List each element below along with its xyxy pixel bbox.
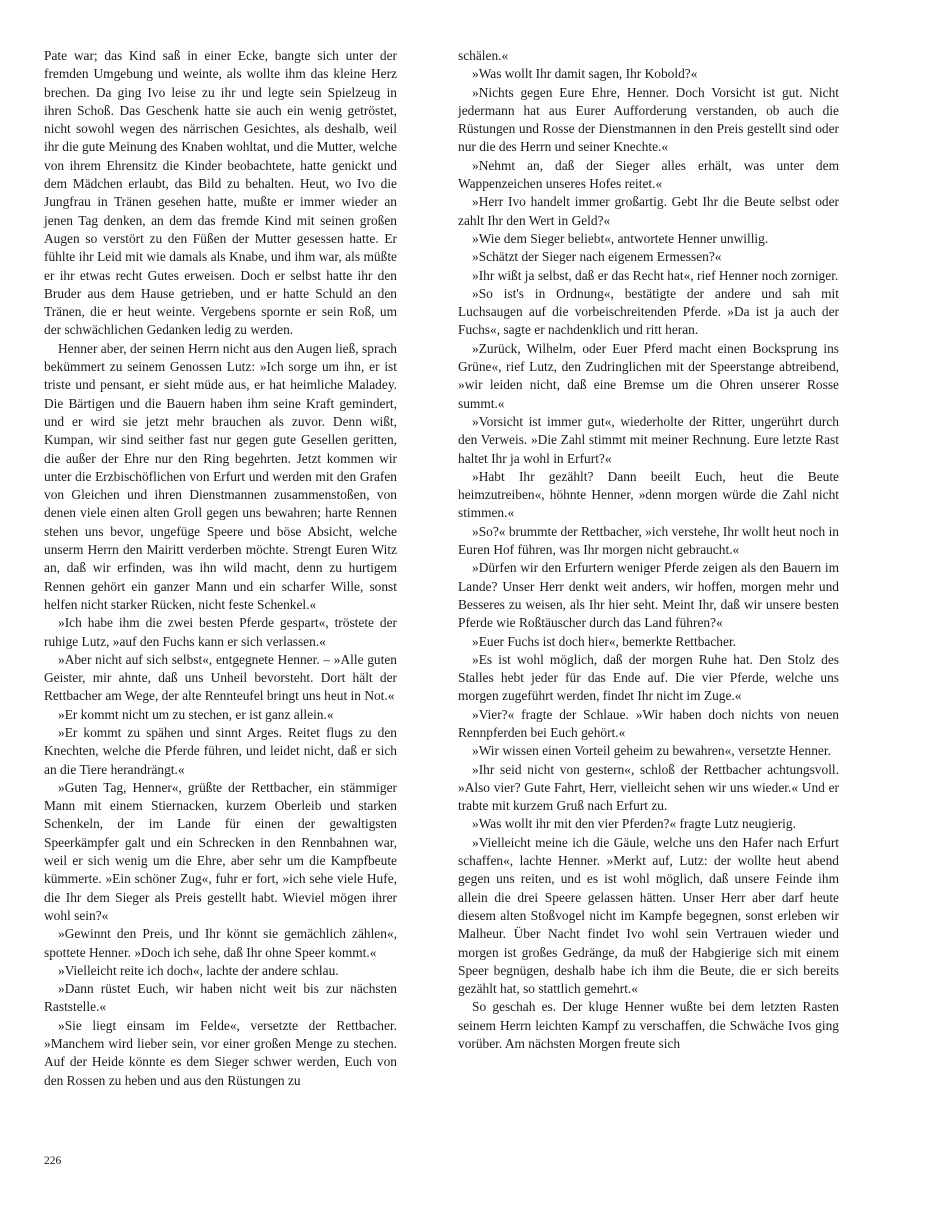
paragraph: »Nehmt an, daß der Sieger alles erhält, was unter dem Wappenzeichen unseres Hofes reitet.« <box>458 157 839 192</box>
paragraph: »Er kommt nicht um zu stechen, er ist ganz allein.« <box>58 706 334 722</box>
paragraph: »Ihr wißt ja selbst, daß er das Recht hat«, rief Henner noch zorniger. <box>472 267 839 283</box>
paragraph: schälen.« <box>458 48 509 63</box>
paragraph: »Schätzt der Sieger nach eigenem Ermessen?« <box>472 249 722 265</box>
paragraph: Henner aber, der seinen Herrn nicht aus den Augen ließ, sprach bekümmert zu seinem Genossen Lutz: »Ich sorge um ihn, er ist triste und pensant, er sieht müde aus, er hat heimliche Maladey. Die Bärtigen und die Bauern haben ihm seine Kraft gemindert, und er wird sie jetzt mehr brauchen als zuvor. Denn wißt, Kumpan, wir sind seither fast nur gegen gute Gesellen geritten, die außer der Ehre nur den Ring begehrten. Jetzt kommen wir unter die Erzbischöflichen von Erfurt und werden mit den Grafen von Gleichen und ihren Dienstmannen zusammenstoßen, von denen viele einen alten Groll gegen uns bewahren; harte Rennen stehen uns bevor, ungefüge Speere und böse Absicht, welche unserm Herrn den Mairitt verderben möchte. Strengt Euren Witz an, daß wir erfinden, was ihn wild macht, denn zu hurtigem Rennen gehört ein ganzer Mann und ein scharfer Wille, sonst helfen nicht starker Rücken, nicht feste Schenkel.« <box>44 340 397 612</box>
paragraph: »Dürfen wir den Erfurtern weniger Pferde zeigen als den Bauern im Lande? Unser Herr denkt weit anders, wir hoffen, morgen mehr und Besseres zu weisen, als Ihr hier seht. Meint Ihr, daß wir unsere besten Pferde wie Roßtäuscher durch das Land führen?« <box>458 560 839 631</box>
paragraph: »So?« brummte der Rettbacher, »ich verstehe, Ihr wollt heut noch in Euren Hof führen, was Ihr morgen nicht gebraucht.« <box>458 523 839 558</box>
paragraph: »Ihr seid nicht von gestern«, schloß der Rettbacher achtungsvoll. »Also vier? Gute Fahrt, Herr, vielleicht sehen wir uns wieder.« Und er trabte mit kurzem Gruß nach Erfurt zu. <box>458 761 839 814</box>
paragraph: »Ich habe ihm die zwei besten Pferde gespart«, tröstete der ruhige Lutz, »auf den Fuchs kann er sich verlassen.« <box>44 615 397 649</box>
paragraph: »So ist's in Ordnung«, bestätigte der andere und sah mit Luchsaugen auf die vorbeischreitenden Pferde. »Da ist ja auch der Fuchs«, sagte er nachdenklich und ritt heran. <box>458 285 839 338</box>
paragraph: »Vielleicht meine ich die Gäule, welche uns den Hafer nach Erfurt schaffen«, lachte Henner. »Merkt auf, Lutz: der wollte heut abend gegen uns reiten, und es ist wohl möglich, daß unsere Feinde ihm allein die drei Speere gelassen hätten. Unser Herr aber darf heute diesem alten Stoßvogel nicht im Kampfe begegnen, sonst erleben wir Malheur. Über Nacht findet Ivo wohl sein Vertrauen wieder und morgen ist großes Gedränge, da muß der Habgierige sich mit einem Speer begnügen, deshalb habe ich ihm die Beute, die er sich bereits gezählt hat, so stattlich gemehrt.« <box>458 834 839 997</box>
right-text-column <box>458 47 839 1053</box>
paragraph: »Vier?« fragte der Schlaue. »Wir haben doch nichts von neuen Rennpferden bei Euch gehört.« <box>458 706 839 740</box>
paragraph: »Euer Fuchs ist doch hier«, bemerkte Rettbacher. <box>472 633 737 649</box>
paragraph: »Nichts gegen Eure Ehre, Henner. Doch Vorsicht ist gut. Nicht jedermann hat aus Eurer Aufforderung verstanden, ob auch die Rüstungen und Rosse der Dienstmannen in den Preis gestellt sind oder nur die des Herrn und seiner Knechte.« <box>458 84 839 155</box>
paragraph: »Vorsicht ist immer gut«, wiederholte der Ritter, ungerührt durch den Verweis. »Die Zahl stimmt mit meiner Rechnung. Eure letzte Rast haltet Ihr ja wohl in Erfurt?« <box>458 413 839 466</box>
paragraph: »Zurück, Wilhelm, oder Euer Pferd macht einen Bocksprung ins Grüne«, rief Lutz, den Zudringlichen mit der Speerstange abtreibend, »wir leiden nicht, daß eine Bremse um die Ohren unserer Rosse summt.« <box>458 340 839 411</box>
paragraph: »Was wollt ihr mit den vier Pferden?« fragte Lutz neugierig. <box>472 816 796 832</box>
paragraph: »Habt Ihr gezählt? Dann beeilt Euch, heut die Beute heimzutreiben«, höhnte Henner, »denn morgen würde die Zahl nicht stimmen.« <box>458 468 839 521</box>
paragraph: »Dann rüstet Euch, wir haben nicht weit bis zur nächsten Raststelle.« <box>44 981 397 1015</box>
page-number: 226 <box>44 1155 62 1167</box>
paragraph: »Herr Ivo handelt immer großartig. Gebt Ihr die Beute selbst oder zahlt Ihr den Wert in Geld?« <box>458 194 839 228</box>
left-text-column <box>44 47 397 1090</box>
paragraph: »Es ist wohl möglich, daß der morgen Ruhe hat. Den Stolz des Stalles hebt jeder für das Ende auf. Die vier Pferde, welche uns morgen zugeführt werden, findet Ihr nicht im Zuge.« <box>458 651 839 704</box>
paragraph: Pate war; das Kind saß in einer Ecke, bangte sich unter der fremden Umgebung und weinte, als wollte ihm das kleine Herz brechen. Da ging Ivo leise zu ihr und legte sein Spielzeug in ihren Schoß. Das Geschenk hatte sie auch ein wenig getröstet, nicht sowohl wegen des närrischen Gesichtes, als deshalb, weil ihr die gute Meinung des Knaben wohltat, und die Mutter, welche von ihrem Ehrensitz die Kinder beobachtete, hatte genickt und dem Mädchen erlaubt, das Bild zu behalten. Heut, wo Ivo die Jungfrau in Tränen gesehen hatte, mußte er immer wieder an jenen Tag denken, an dem das fremde Kind mit seinen großen Augen so verstört zu den Füßen der Mutter gesessen hatte. Er fühlte ihr Leid mit wie damals als Knabe, und ihm war, als müßte er ihr etwas recht Gutes erweisen. Doch er selbst hatte ihr den Bruder aus dem Hause getrieben, und er hatte Schuld an den Tränen, die er heut weinte. Vergebens spornte er sein Roß, um der schwächlichen Gedanken ledig zu werden. <box>44 48 397 338</box>
paragraph: »Er kommt zu spähen und sinnt Arges. Reitet flugs zu den Knechten, welche die Pferde führen, und leidet nicht, daß er sich an die Tiere herandrängt.« <box>44 724 397 777</box>
paragraph: So geschah es. Der kluge Henner wußte bei dem letzten Rasten seinem Herrn leichten Kampf zu verschaffen, die Schwäche Ivos ging vorüber. Am nächsten Morgen freute sich <box>458 999 839 1052</box>
paragraph: »Gewinnt den Preis, und Ihr könnt sie gemächlich zählen«, spottete Henner. »Doch ich sehe, daß Ihr ohne Speer kommt.« <box>44 926 397 960</box>
paragraph: »Was wollt Ihr damit sagen, Ihr Kobold?« <box>472 66 698 82</box>
paragraph: »Wir wissen einen Vorteil geheim zu bewahren«, versetzte Henner. <box>472 743 831 759</box>
paragraph: »Wie dem Sieger beliebt«, antwortete Henner unwillig. <box>472 230 769 246</box>
paragraph: »Aber nicht auf sich selbst«, entgegnete Henner. – »Alle guten Geister, mir ahnte, daß uns Unheil bevorsteht. Dort hält der Rettbacher am Wege, der alte Rennteufel bringt uns heut in Not.« <box>44 651 397 704</box>
paragraph: »Sie liegt einsam im Felde«, versetzte der Rettbacher. »Manchem wird lieber sein, vor einer großen Menge zu stechen. Auf der Heide könnte es dem Sieger schwer werden, Euch von den Rossen zu heben und aus den Rüstungen zu <box>44 1017 397 1088</box>
paragraph: »Guten Tag, Henner«, grüßte der Rettbacher, ein stämmiger Mann mit einem Stiernacken, kurzem Oberleib und starken Schenkeln, der im Lande für einen der gewaltigsten Speerkämpfer galt und ein Schrecken in den Rennbahnen war, weil er sich wenig um die Ehre, aber sehr um die Kampfbeute kümmerte. »Ein schöner Zug«, fuhr er fort, »ich sehe viele Hufe, die Ihr dem Sieger als Preis gestellt habt. Wieviel mögen ihrer wohl sein?« <box>44 779 397 923</box>
paragraph: »Vielleicht reite ich doch«, lachte der andere schlau. <box>58 962 339 978</box>
